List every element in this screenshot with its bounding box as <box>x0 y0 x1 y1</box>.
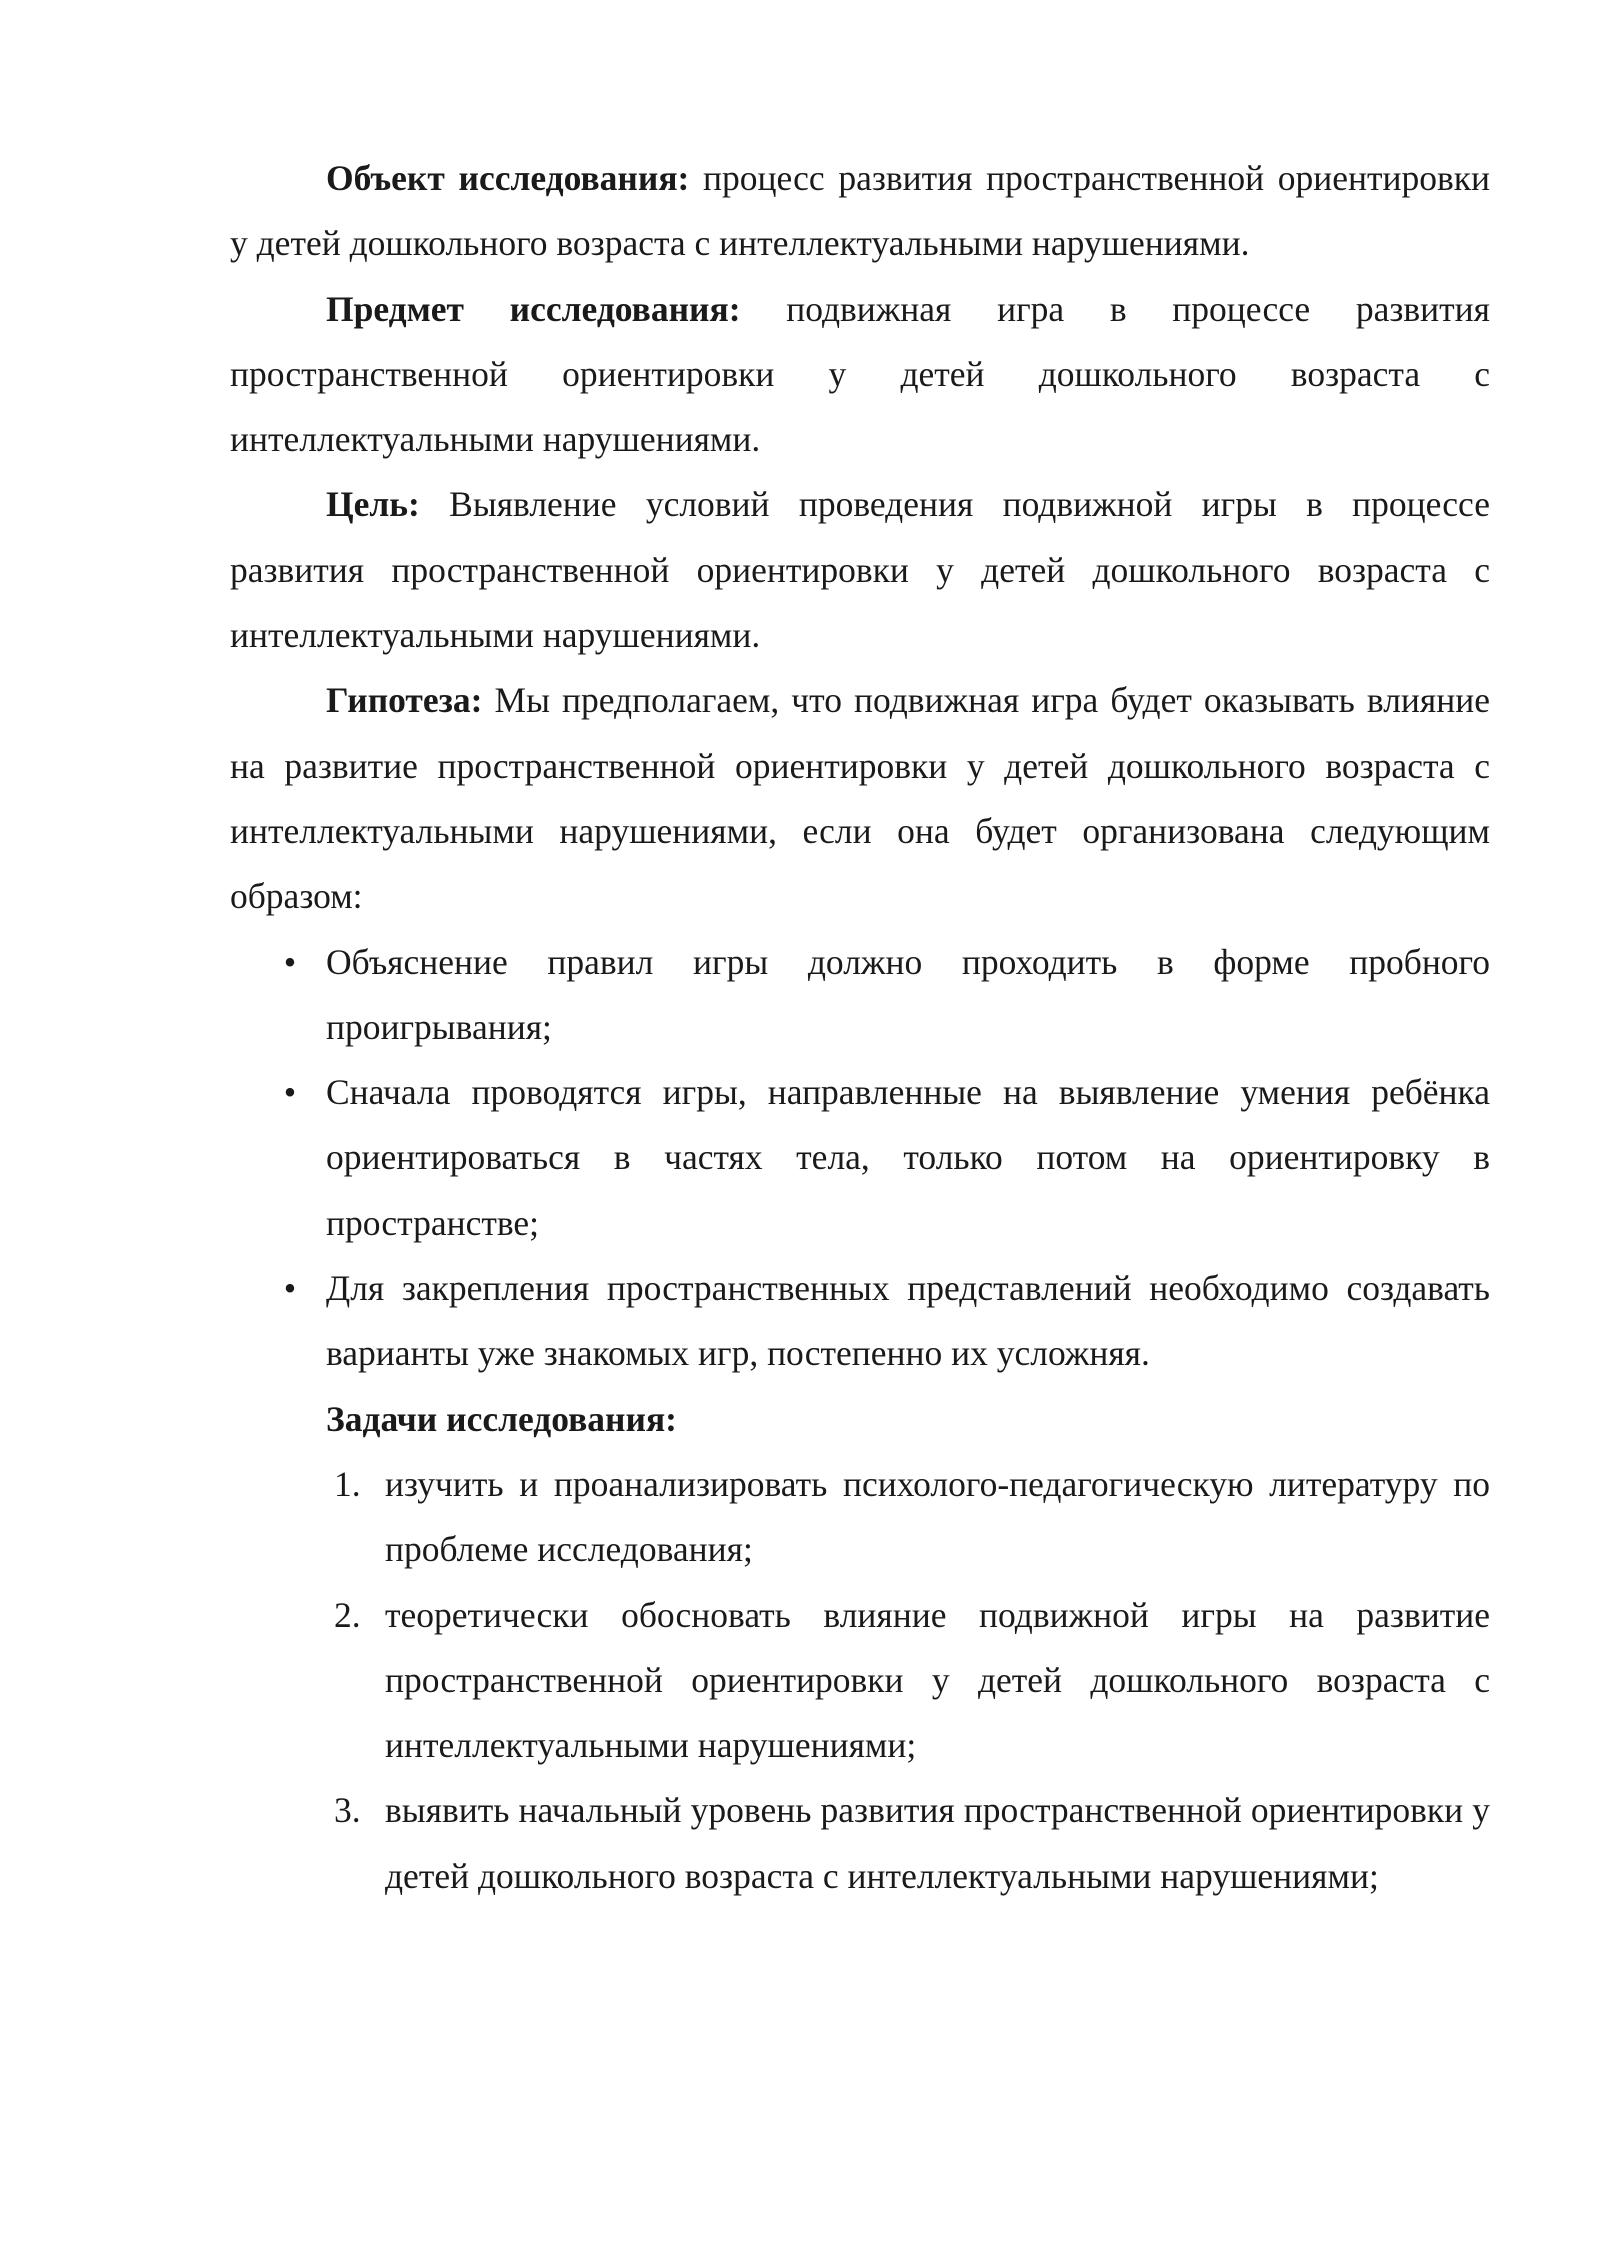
paragraph-object <box>230 146 1490 277</box>
paragraph-text: Выявление условий проведения подвижной игры в процессе развития пространственной ориентировки у детей дошкольного возраста с интеллектуальными нарушениями. <box>230 484 1490 656</box>
hypothesis-conditions-list <box>230 930 1490 1387</box>
paragraph-text: подвижная игра в процессе развития пространственной ориентировки у детей дошкольного возраста с интеллектуальными нарушениями. <box>230 288 1490 460</box>
list-number: 1. <box>334 1463 361 1504</box>
paragraph-label: Предмет исследования: <box>326 288 741 329</box>
bullet-icon: • <box>283 1268 297 1309</box>
list-item-text: Сначала проводятся игры, направленные на выявление умения ребёнка ориентироваться в частях тела, только потом на ориентировку в пространстве; <box>326 1072 1490 1243</box>
bullet-icon: • <box>283 1072 297 1113</box>
paragraph-label: Объект исследования: <box>326 158 690 198</box>
paragraph-text: процесс развития пространственной ориентировки у детей дошкольного возраста с интеллектуальными нарушениями. <box>230 158 1491 264</box>
bullet-icon: • <box>283 941 297 982</box>
list-item <box>230 1060 1490 1256</box>
tasks-heading: Задачи исследования: <box>326 1398 677 1439</box>
list-item-text: Объяснение правил игры должно проходить в форме пробного проигрывания; <box>326 941 1490 1047</box>
paragraph-goal <box>230 472 1490 668</box>
list-item <box>230 930 1490 1061</box>
list-number: 2. <box>334 1594 361 1635</box>
tasks-list <box>230 1452 1490 1909</box>
list-item <box>230 1583 1490 1779</box>
list-item <box>230 1778 1490 1909</box>
list-item <box>230 1452 1490 1583</box>
paragraph-label: Цель: <box>326 484 420 525</box>
paragraph-label: Гипотеза: <box>326 680 483 721</box>
document-body <box>230 146 1490 1909</box>
paragraph-text: Мы предполагаем, что подвижная игра будет оказывать влияние на развитие пространственной ориентировки у детей дошкольного возраста с интеллектуальными нарушениями, если она будет организована следующим образом: <box>230 680 1490 917</box>
paragraph-subject <box>230 277 1490 473</box>
list-number: 3. <box>334 1790 361 1831</box>
list-item <box>230 1256 1490 1387</box>
list-item-text: теоретически обосновать влияние подвижной игры на развитие пространственной ориентировки у детей дошкольного возраста с интеллектуальными нарушениями; <box>385 1594 1490 1766</box>
list-item-text: изучить и проанализировать психолого-педагогическую литературу по проблеме исследования; <box>385 1463 1490 1570</box>
list-item-text: Для закрепления пространственных представлений необходимо создавать варианты уже знакомых игр, постепенно их усложняя. <box>326 1268 1490 1374</box>
paragraph-hypothesis <box>230 668 1490 929</box>
list-item-text: выявить начальный уровень развития пространственной ориентировки у детей дошкольного возраста с интеллектуальными нарушениями; <box>385 1790 1490 1896</box>
